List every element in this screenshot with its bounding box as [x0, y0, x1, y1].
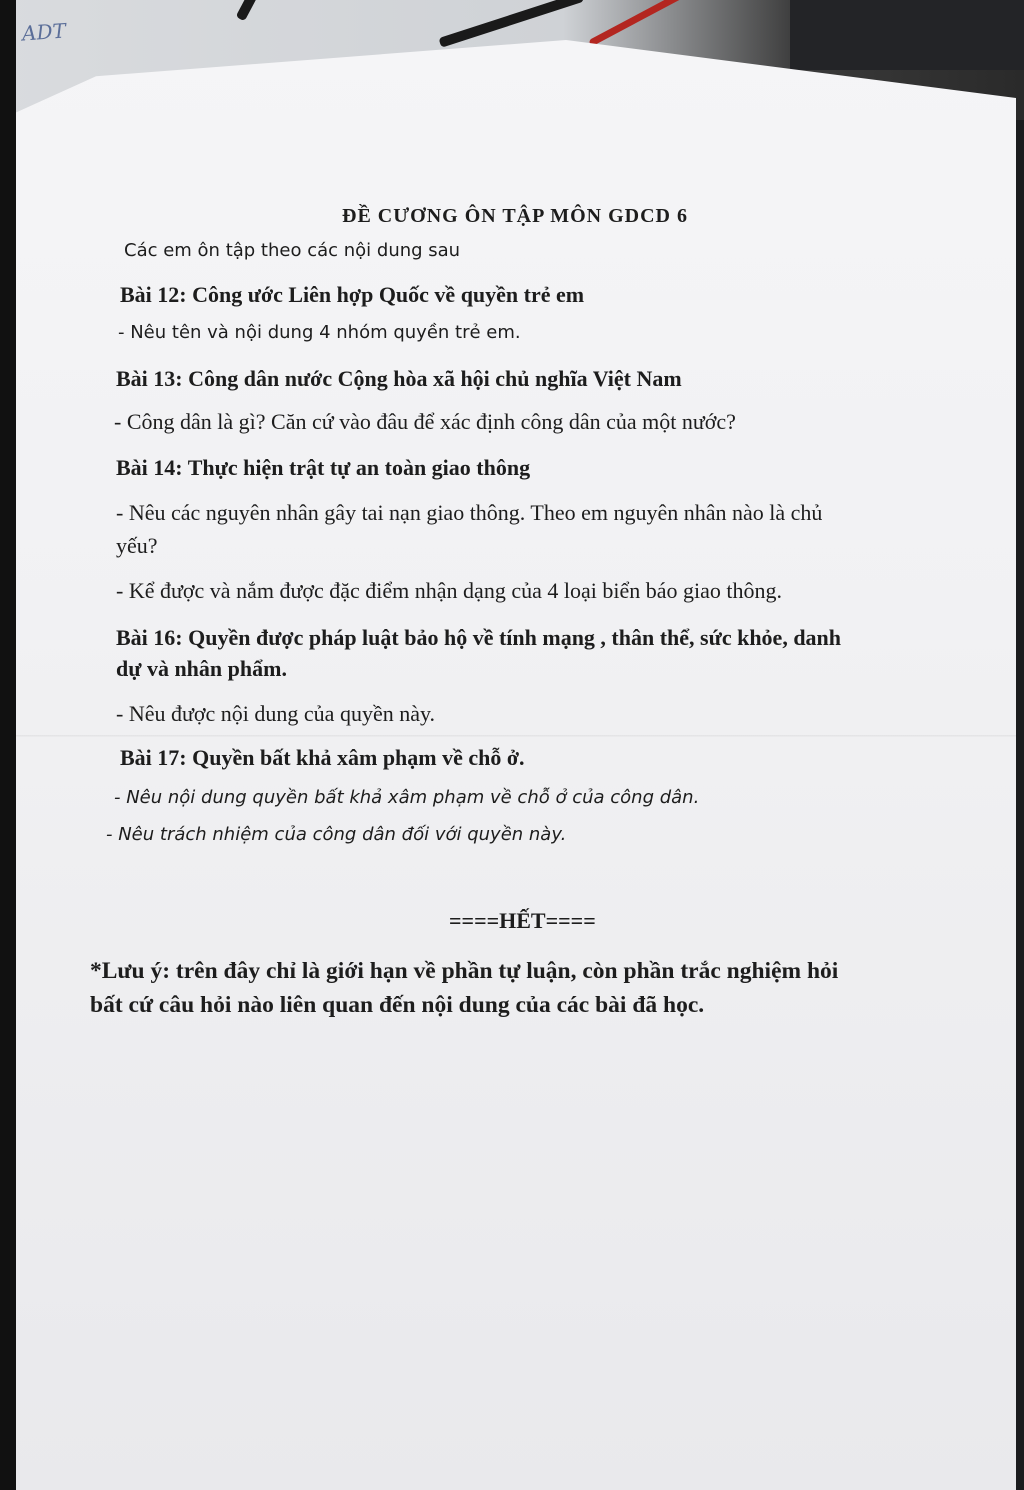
background-object — [790, 0, 1024, 70]
lesson-heading: Bài 12: Công ước Liên hợp Quốc về quyền trẻ em — [120, 282, 585, 307]
lesson-heading: Bài 16: Quyền được pháp luật bảo hộ về tính mạng , thân thể, sức khỏe, danh — [116, 625, 842, 650]
lesson-item: - Nêu các nguyên nhân gây tai nạn giao thông. Theo em nguyên nhân nào là chủ — [116, 500, 823, 525]
end-mark: ====HẾT==== — [449, 908, 596, 933]
document-title: ĐỀ CƯƠNG ÔN TẬP MÔN GDCD 6 — [342, 205, 688, 227]
lesson-item: - Nêu được nội dung của quyền này. — [116, 701, 436, 726]
lesson-item: - Công dân là gì? Căn cứ vào đâu để xác định công dân của một nước? — [114, 409, 736, 434]
note-text: bất cứ câu hỏi nào liên quan đến nội dung của các bài đã học. — [90, 992, 705, 1018]
lesson-item: - Nêu tên và nội dung 4 nhóm quyền trẻ em. — [118, 322, 521, 343]
lesson-heading: dự và nhân phẩm. — [116, 656, 287, 681]
intro-text: Các em ôn tập theo các nội dung sau — [124, 240, 461, 261]
lesson-heading: Bài 14: Thực hiện trật tự an toàn giao thông — [116, 455, 531, 480]
lesson-item: - Nêu nội dung quyền bất khả xâm phạm về chỗ ở của công dân. — [114, 787, 700, 808]
handwritten-scribble: ADT — [21, 18, 67, 46]
lesson-heading: Bài 13: Công dân nước Cộng hòa xã hội chủ nghĩa Việt Nam — [116, 366, 682, 391]
lesson-item: - Kể được và nắm được đặc điểm nhận dạng của 4 loại biển báo giao thông. — [116, 578, 782, 603]
lesson-item: yếu? — [116, 533, 158, 558]
lesson-heading: Bài 17: Quyền bất khả xâm phạm về chỗ ở. — [120, 745, 525, 770]
note-text: *Lưu ý: trên đây chỉ là giới hạn về phần tự luận, còn phần trắc nghiệm hỏi — [90, 958, 839, 984]
paper-fold — [16, 735, 1016, 738]
lesson-item: - Nêu trách nhiệm của công dân đối với quyền này. — [106, 824, 567, 845]
left-edge — [0, 0, 16, 1490]
